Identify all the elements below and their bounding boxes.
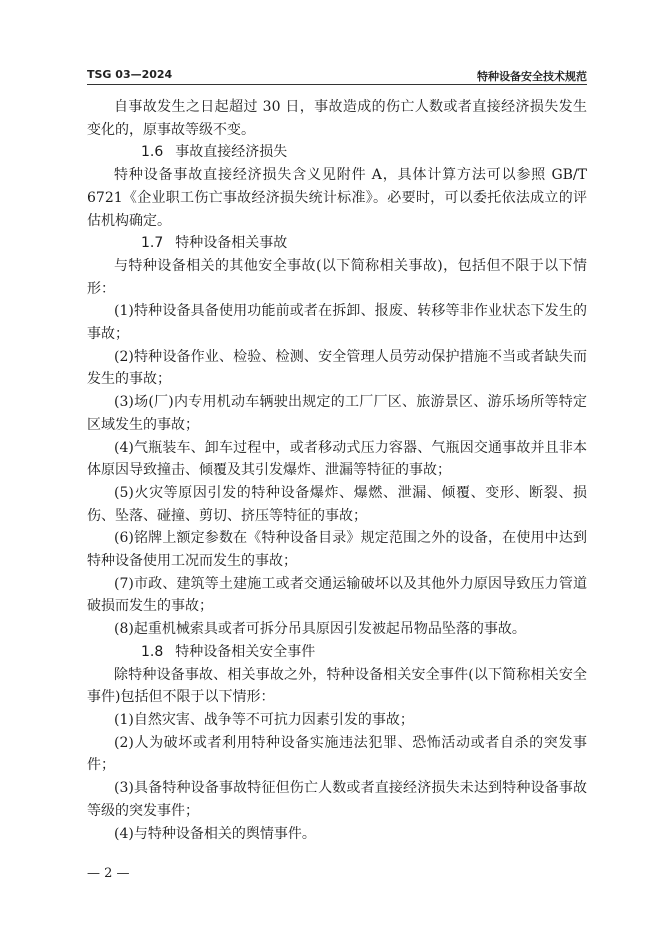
section-1-6-paragraph: 特种设备事故直接经济损失含义见附件 A，具体计算方法可以参照 GB/T 6721《企业职工伤亡事故经济损失统计标准》。必要时，可以委托依法成立的评估机构确定。 [87, 167, 587, 229]
section-1-8-intro: 除特种设备事故、相关事故之外，特种设备相关安全事件(以下简称相关安全事件)包括但不限于以下情形： [87, 666, 587, 706]
list-item: (7)市政、建筑等土建施工或者交通运输破坏以及其他外力原因导致压力管道破损而发生的事故； [87, 575, 587, 615]
list-item: (5)火灾等原因引发的特种设备爆炸、爆燃、泄漏、倾覆、变形、断裂、损伤、坠落、碰撞、剪切、挤压等特征的事故； [87, 484, 587, 524]
page-number: — 2 — [87, 866, 130, 881]
list-item: (1)自然灾害、战争等不可抗力因素引发的事故； [114, 711, 414, 728]
section-number: 1.8 [141, 643, 164, 660]
section-title: 特种设备相关事故 [175, 235, 288, 252]
list-item: (1)特种设备具备使用功能前或者在拆卸、报废、转移等非作业状态下发生的事故； [87, 303, 587, 343]
section-number: 1.6 [141, 144, 164, 161]
section-1-7-intro: 与特种设备相关的其他安全事故(以下简称相关事故)，包括但不限于以下情形： [87, 257, 587, 297]
section-number: 1.7 [141, 235, 164, 252]
page-body [87, 96, 587, 845]
list-item: (2)人为破坏或者利用特种设备实施违法犯罪、恐怖活动或者自杀的突发事件； [87, 734, 587, 774]
page-header [87, 64, 587, 84]
section-heading-1-8 [87, 641, 587, 664]
list-item: (3)场(厂)内专用机动车辆驶出规定的工厂厂区、旅游景区、游乐场所等特定区域发生的事故； [87, 394, 587, 433]
list-item: (2)特种设备作业、检验、检测、安全管理人员劳动保护措施不当或者缺失而发生的事故； [87, 348, 587, 388]
section-heading-1-6 [87, 141, 587, 164]
list-item: (4)气瓶装车、卸车过程中，或者移动式压力容器、气瓶因交通事故并且非本体原因导致撞击、倾覆及其引发爆炸、泄漏等特征的事故； [87, 439, 587, 479]
list-item: (6)铭牌上额定参数在《特种设备目录》规定范围之外的设备，在使用中达到特种设备使用工况而发生的事故； [87, 530, 587, 570]
standard-series-title: 特种设备安全技术规范 [477, 70, 587, 83]
section-heading-1-7 [87, 232, 587, 255]
list-item: (8)起重机械索具或者可拆分吊具原因引发被起吊物品坠落的事故。 [114, 621, 526, 638]
intro-paragraph: 自事故发生之日起超过 30 日，事故造成的伤亡人数或者直接经济损失发生变化的，原事故等级不变。 [87, 99, 587, 138]
header-divider [87, 84, 587, 85]
list-item: (3)具备特种设备事故特征但伤亡人数或者直接经济损失未达到特种设备事故等级的突发事件； [87, 780, 587, 819]
section-title: 特种设备相关安全事件 [175, 643, 316, 660]
standard-code: TSG 03—2024 [87, 68, 173, 81]
list-item: (4)与特种设备相关的舆情事件。 [114, 825, 316, 842]
section-title: 事故直接经济损失 [175, 144, 288, 161]
